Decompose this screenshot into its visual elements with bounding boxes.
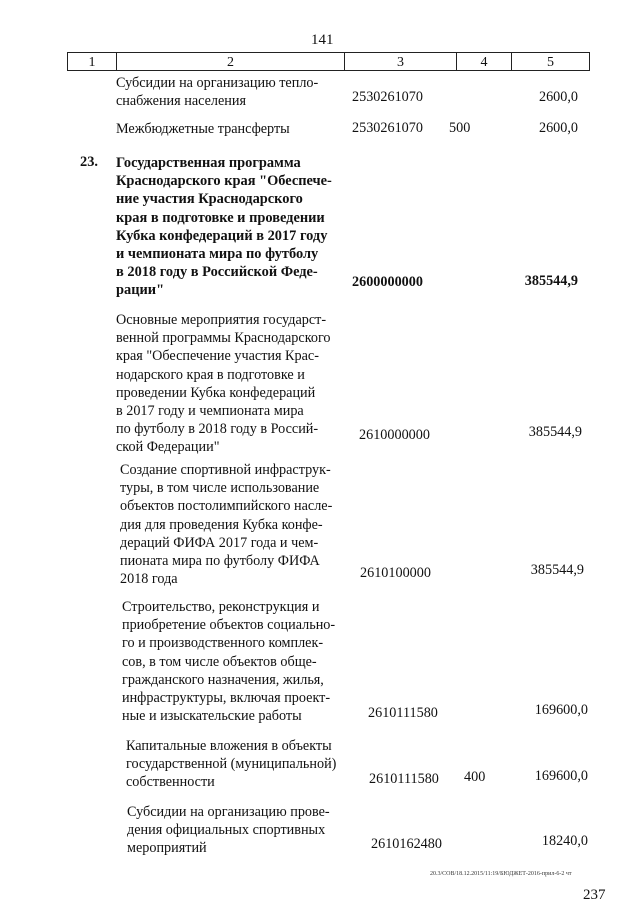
text-line: венной программы Краснодарского bbox=[116, 330, 331, 347]
row-amount: 2600,0 bbox=[538, 120, 578, 136]
text-line: края в подготовке и проведении bbox=[116, 209, 325, 226]
header-col-2: 2 bbox=[116, 52, 345, 71]
text-line: Государственная программа bbox=[116, 155, 301, 171]
text-line: инфраструктуры, включая проект- bbox=[122, 690, 331, 707]
text-line: 2018 года bbox=[120, 571, 178, 588]
text-line: ные и изыскательские работы bbox=[122, 708, 302, 725]
row-text bbox=[120, 461, 342, 588]
text-line: Капитальные вложения в объекты bbox=[126, 738, 332, 754]
row-code: 2600000000 bbox=[352, 274, 423, 290]
row-amount: 169600,0 bbox=[534, 768, 588, 784]
text-line: Субсидии на организацию прове- bbox=[127, 804, 330, 820]
row-amount: 385544,9 bbox=[530, 562, 584, 578]
row-text bbox=[126, 737, 358, 792]
row-code: 2610100000 bbox=[360, 565, 431, 581]
text-line: государственной (муниципальной) bbox=[126, 756, 337, 773]
text-line: и чемпионата мира по футболу bbox=[116, 246, 319, 263]
text-line: Краснодарского края "Обеспече- bbox=[116, 173, 332, 190]
header-col-5: 5 bbox=[511, 52, 590, 71]
row-text bbox=[127, 803, 359, 858]
text-line: Субсидии на организацию тепло- bbox=[116, 75, 319, 91]
row-text bbox=[116, 74, 338, 110]
text-line: дия для проведения Кубка конфе- bbox=[120, 516, 323, 533]
text-line: по футболу в 2018 году в Россий- bbox=[116, 421, 319, 438]
text-line: в 2018 году в Российской Феде- bbox=[116, 264, 318, 281]
row-code: 2610162480 bbox=[371, 836, 442, 852]
row-amount: 18240,0 bbox=[541, 833, 588, 849]
row-vr: 400 bbox=[464, 769, 486, 785]
text-line: объектов постолимпийского насле- bbox=[120, 498, 333, 515]
corner-page-number: 237 bbox=[583, 887, 606, 903]
text-line: туры, в том числе использование bbox=[120, 480, 320, 497]
text-line: приобретение объектов социально- bbox=[122, 617, 336, 634]
text-line: Создание спортивной инфраструк- bbox=[120, 462, 331, 478]
text-line: снабжения населения bbox=[116, 93, 246, 110]
text-line: го и производственного комплек- bbox=[122, 635, 324, 652]
row-text bbox=[122, 598, 354, 725]
row-code: 2530261070 bbox=[352, 89, 423, 105]
row-amount: 2600,0 bbox=[538, 89, 578, 105]
header-col-4: 4 bbox=[456, 52, 512, 71]
text-line: рации" bbox=[116, 282, 165, 299]
header-col-3: 3 bbox=[344, 52, 457, 71]
text-line: ской Федерации" bbox=[116, 439, 220, 456]
text-line: Основные мероприятия государст- bbox=[116, 312, 327, 328]
row-amount: 385544,9 bbox=[528, 424, 582, 440]
text-line: края "Обеспечение участия Крас- bbox=[116, 348, 319, 365]
text-line: Кубка конфедераций в 2017 году bbox=[116, 227, 328, 244]
text-line: нодарского края в подготовке и bbox=[116, 366, 305, 383]
row-code: 2610000000 bbox=[359, 427, 430, 443]
text-line: дераций ФИФА 2017 года и чем- bbox=[120, 534, 319, 551]
row-code: 2610111580 bbox=[368, 705, 438, 721]
row-code: 2610111580 bbox=[369, 771, 439, 787]
row-amount: 169600,0 bbox=[534, 702, 588, 718]
row-text bbox=[116, 154, 338, 300]
footer-stamp: 20.3/СОВ/18.12.2015/11:19/БЮДЖЕТ-2016-прил-6-2 чт bbox=[430, 871, 572, 877]
text-line: собственности bbox=[126, 774, 215, 791]
text-line: в 2017 году и чемпионата мира bbox=[116, 403, 304, 420]
text-line: гражданского назначения, жилья, bbox=[122, 671, 324, 688]
text-line: пионата мира по футболу ФИФА bbox=[120, 553, 320, 570]
row-text: Межбюджетные трансферты bbox=[116, 121, 290, 137]
text-line: Строительство, реконструкция и bbox=[122, 599, 320, 615]
text-line: ние участия Краснодарского bbox=[116, 191, 303, 208]
row-text bbox=[116, 311, 338, 457]
text-line: сов, в том числе объектов обще- bbox=[122, 653, 317, 670]
text-line: проведении Кубка конфедераций bbox=[116, 384, 316, 401]
header-col-1: 1 bbox=[67, 52, 117, 71]
row-code: 2530261070 bbox=[352, 120, 423, 136]
row-number: 23. bbox=[80, 154, 98, 170]
row-vr: 500 bbox=[449, 120, 471, 136]
text-line: мероприятий bbox=[127, 840, 207, 857]
page-number: 141 bbox=[311, 32, 334, 48]
table-header bbox=[67, 52, 590, 73]
text-line: дения официальных спортивных bbox=[127, 822, 326, 839]
row-amount: 385544,9 bbox=[524, 273, 578, 289]
